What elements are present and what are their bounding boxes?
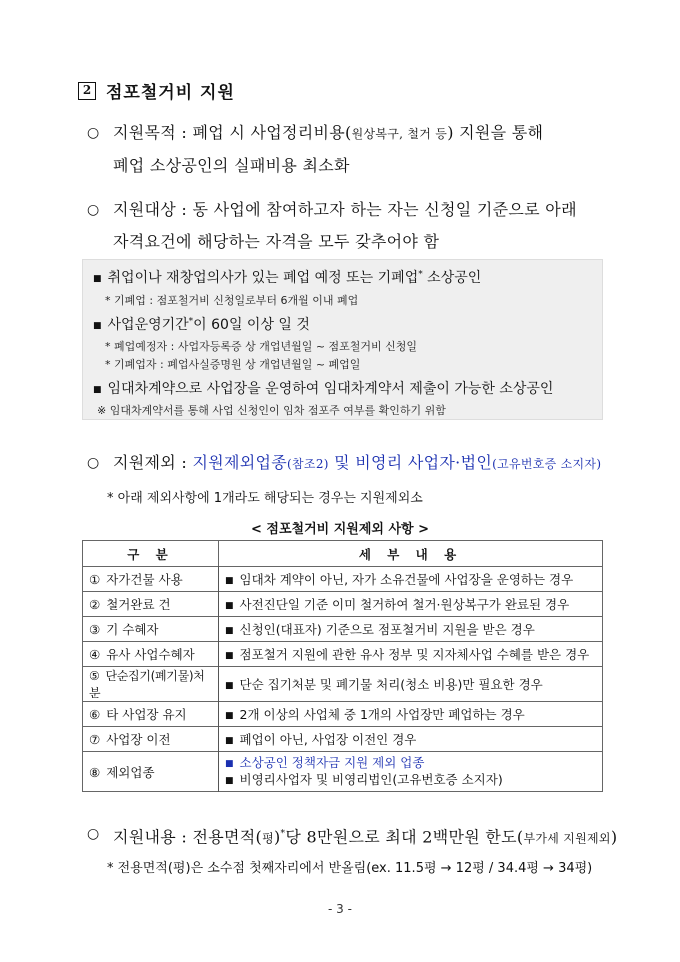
- table-row: ④ 유사 사업수혜자 ■ 점포철거 지원에 관한 유사 정부 및 지자체사업 수혜를 받은 경우: [83, 642, 603, 667]
- purpose-small: 원상복구, 철거 등: [351, 127, 448, 141]
- section-title-text: 점포철거비 지원: [106, 83, 235, 103]
- section-title: [78, 78, 235, 103]
- table-row: ⑥ 타 사업장 유지 ■ 2개 이상의 사업체 중 1개의 사업장만 폐업하는 경우: [83, 702, 603, 727]
- exclusion-line: 지원제외 : 지원제외업종(참조2) 및 비영리 사업자·법인(고유번호증 소지자): [113, 453, 602, 472]
- table-row: ⑤ 단순집기(폐기물)처분 ■ 단순 집기처분 및 폐기물 처리(청소 비용)만 필요한 경우: [83, 667, 603, 702]
- purpose-paragraph: [113, 119, 613, 180]
- table-row: ⑦ 사업장 이전 ■ 폐업이 아닌, 사업장 이전인 경우: [83, 727, 603, 752]
- page-number: - 3 -: [328, 902, 352, 916]
- table-row: ③ 기 수혜자 ■ 신청인(대표자) 기준으로 점포철거비 지원을 받은 경우: [83, 617, 603, 642]
- requirement-note: * 기폐업자 : 폐업사실증명원 상 개업년월일 ~ 폐업일: [105, 358, 361, 371]
- circle-bullet-icon: ○: [87, 125, 100, 141]
- target-line2: 자격요건에 해당하는 자격을 모두 갖추어야 함: [113, 232, 440, 251]
- requirement-note: ※ 임대차계약서를 통해 사업 신청인이 임차 점포주 여부를 확인하기 위함: [97, 404, 446, 417]
- table-row: ⑧ 제외업종 ■ 소상공인 정책자금 지원 제외 업종 ■ 비영리사업자 및 비영리법인(고유번호증 소지자): [83, 752, 603, 792]
- excluded-industries-link: 지원제외업종: [192, 453, 288, 472]
- circle-bullet-icon: ○: [87, 202, 100, 218]
- circle-bullet-icon: ○: [87, 455, 100, 471]
- table-header-details: 세 부 내 용: [219, 541, 603, 567]
- exclusion-table: [82, 540, 603, 792]
- table-row: ① 자가건물 사용 ■ 임대차 계약이 아닌, 자가 소유건물에 사업장을 운영하는 경우: [83, 567, 603, 592]
- support-note: * 전용면적(평)은 소수점 첫째자리에서 반올림(ex. 11.5평 → 12평 / 34.4평 → 34평): [107, 861, 593, 876]
- table-header-category: 구 분: [83, 541, 219, 567]
- target-paragraph: [113, 196, 613, 256]
- section-number: 2: [78, 82, 96, 100]
- purpose-text-end: ) 지원을 통해: [447, 123, 544, 142]
- support-line: 지원내용 : 전용면적(평)*당 8만원으로 최대 2백만원 한도(부가세 지원제외): [113, 827, 618, 847]
- requirement-1: ■ 취업이나 재창업의사가 있는 폐업 예정 또는 기폐업* 소상공인: [93, 269, 482, 286]
- requirements-box: [82, 259, 603, 420]
- circle-bullet-icon: ○: [87, 826, 100, 842]
- purpose-text: 지원목적 : 폐업 시 사업정리비용(: [113, 123, 352, 142]
- requirement-2: ■ 사업운영기간*이 60일 이상 일 것: [93, 316, 310, 333]
- table-caption: < 점포철거비 지원제외 사항 >: [250, 522, 430, 537]
- purpose-line2: 폐업 소상공인의 실패비용 최소화: [113, 156, 350, 175]
- requirement-note: * 폐업예정자 : 사업자등록증 상 개업년월일 ~ 점포철거비 신청일: [105, 340, 418, 353]
- table-header-row: [83, 541, 603, 567]
- requirement-3: ■ 임대차계약으로 사업장을 운영하여 임대차계약서 제출이 가능한 소상공인: [93, 381, 554, 397]
- exclusion-note: * 아래 제외사항에 1개라도 해당되는 경우는 지원제외소: [107, 491, 423, 506]
- requirement-note: * 기폐업 : 점포철거비 신청일로부터 6개월 이내 폐업: [105, 294, 359, 307]
- table-row: ② 철거완료 건 ■ 사전진단일 기준 이미 철거하여 철거·원상복구가 완료된 경우: [83, 592, 603, 617]
- target-line1: 지원대상 : 동 사업에 참여하고자 하는 자는 신청일 기준으로 아래: [113, 200, 577, 219]
